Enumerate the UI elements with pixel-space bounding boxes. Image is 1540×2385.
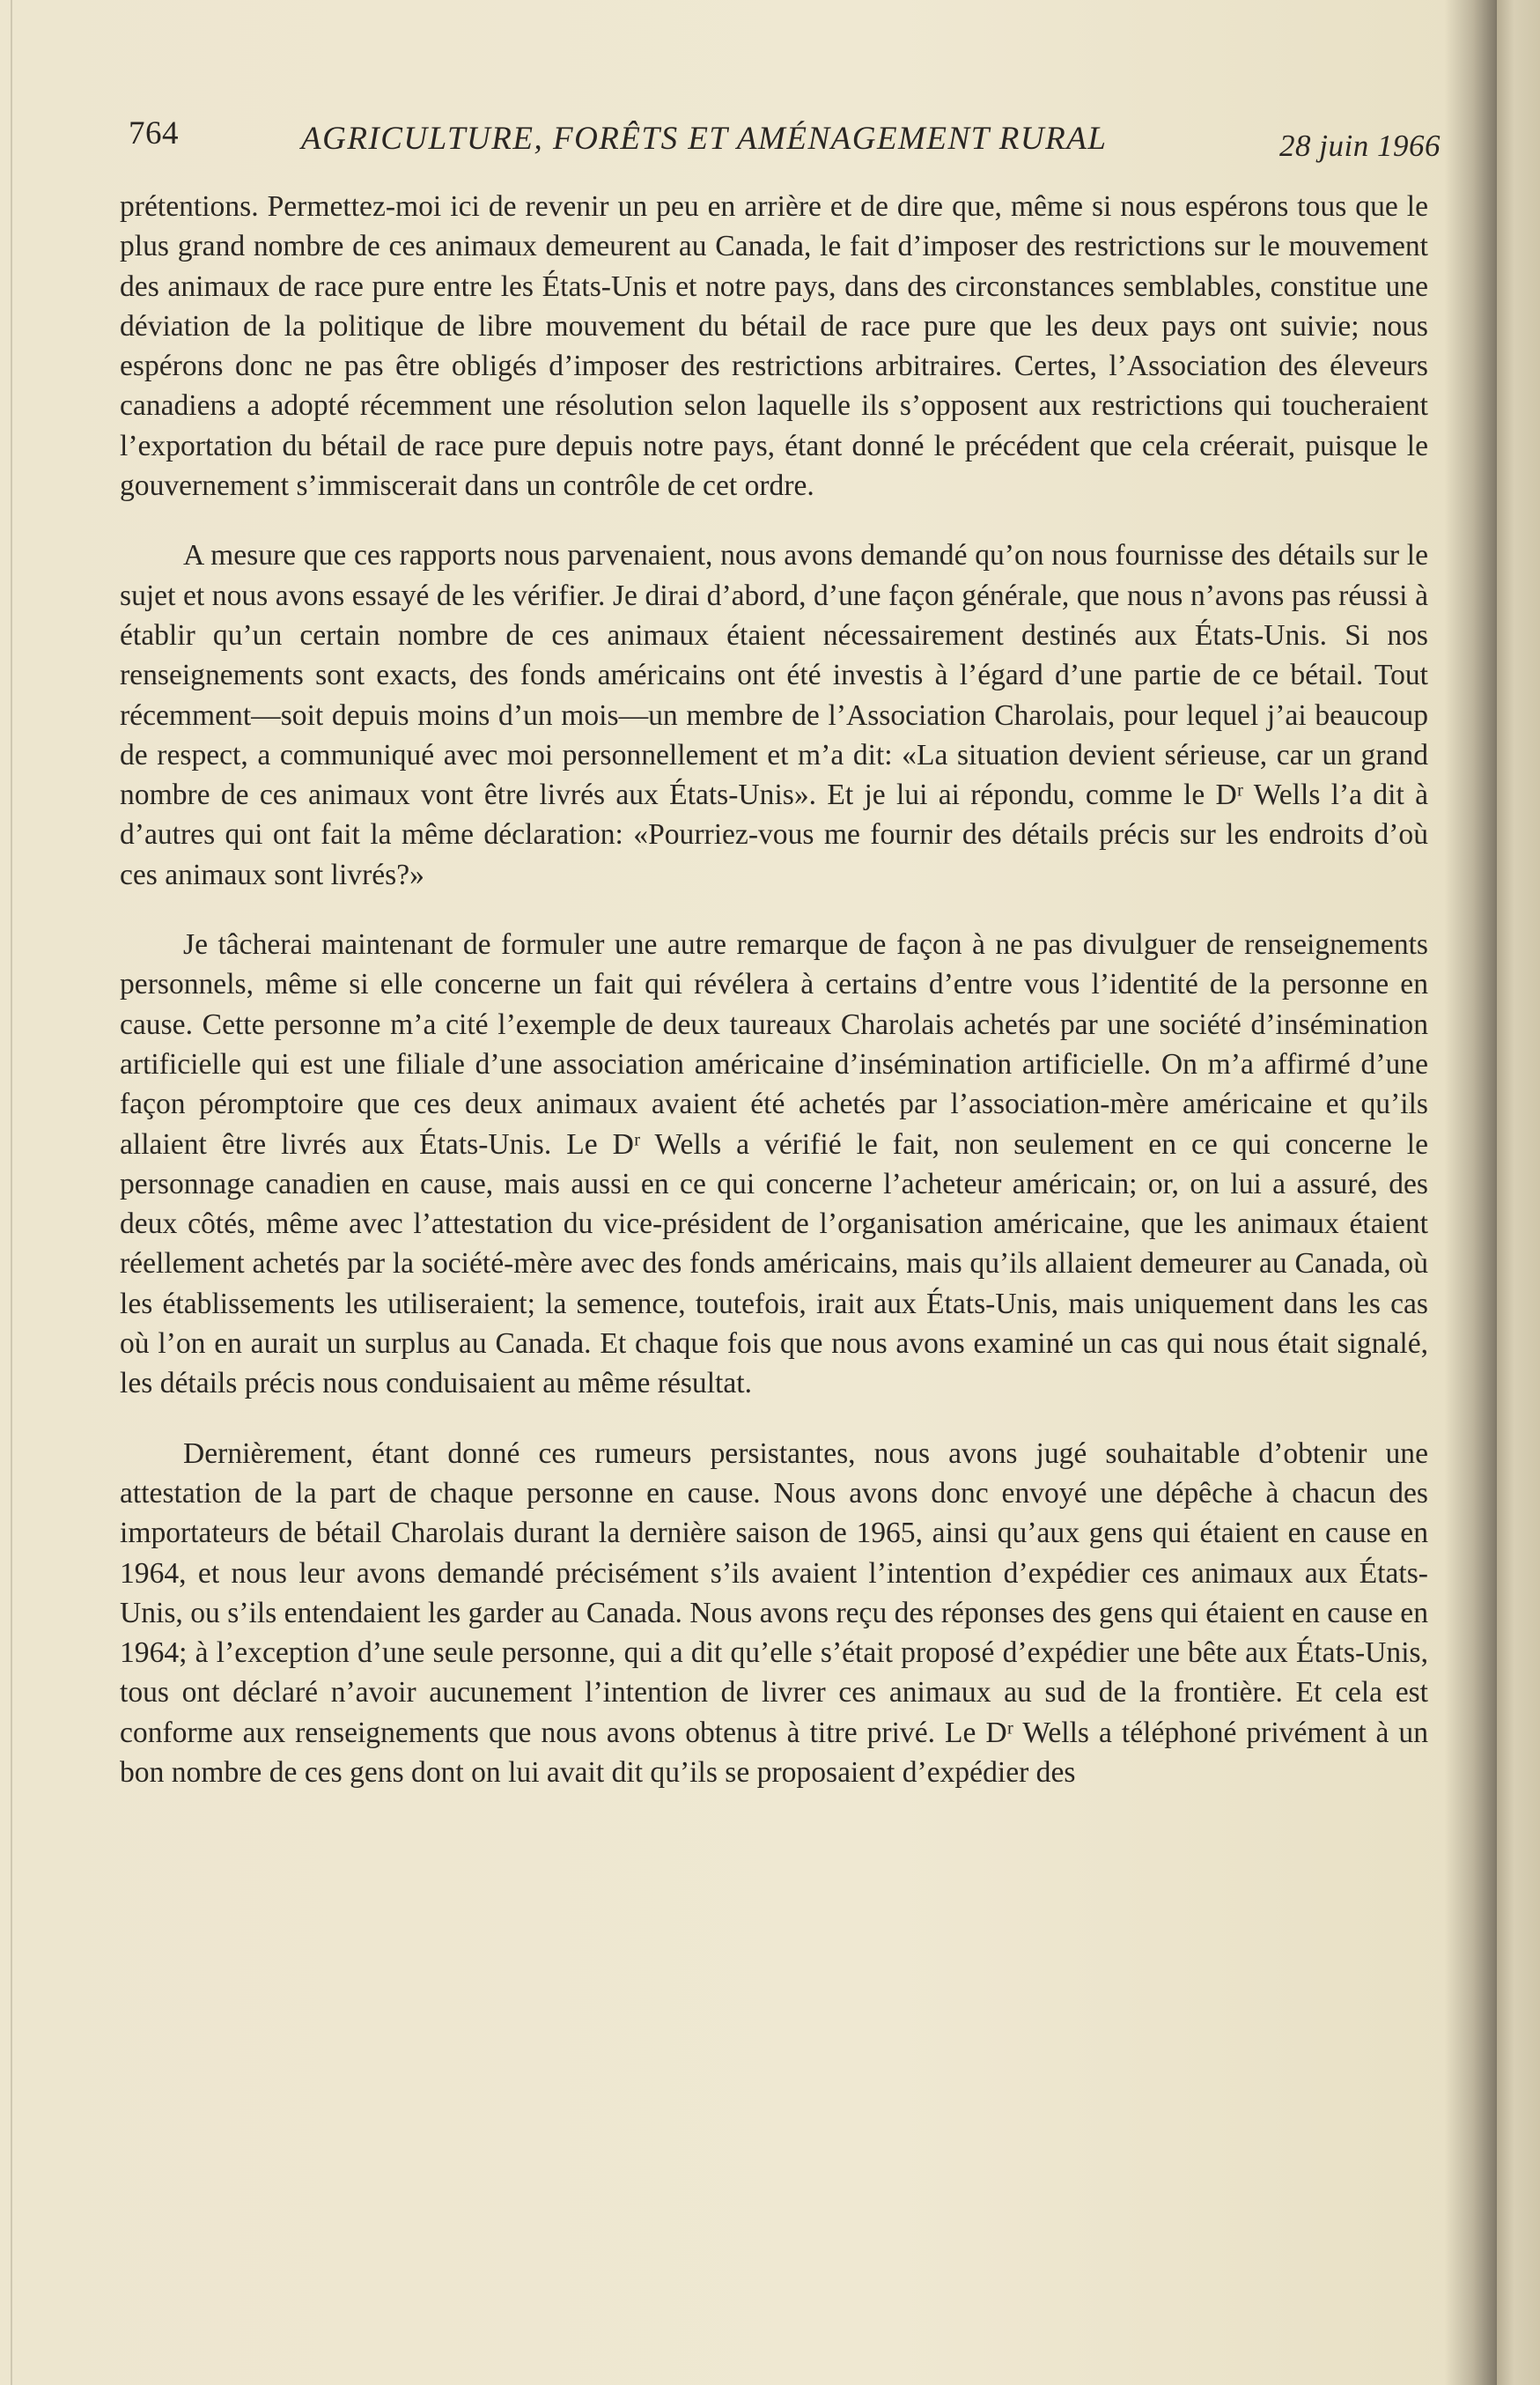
running-date: 28 juin 1966 [1279,129,1441,163]
paragraph-4: Dernièrement, étant donné ces rumeurs persistantes, nous avons jugé souhaitable d’obtenir une attestation de la part de chaque personne en cause. Nous avons donc envoyé une dépêche à chacun des importateurs de bétail Charolais durant la dernière saison de 1965, ainsi qu’aux gens qui étaient en cause en 1964, et nous leur avons demandé précisément s’ils avaient l’intention d’expédier ces animaux aux États-Unis, ou s’ils entendaient les garder au Canada. Nous avons reçu des réponses des gens qui étaient en cause en 1964; à l’exception d’une seule personne, qui a dit qu’elle s’était proposé d’expédier une bête aux États-Unis, tous ont déclaré n’avoir aucunement l’intention de livrer ces animaux au sud de la frontière. Et cela est conforme aux renseignements que nous avons obtenus à titre privé. Le Dʳ Wells a téléphoné privément à un bon nombre de ces gens dont on lui avait dit qu’ils se proposaient d’expédier des [120,1436,1428,1789]
paragraph-1: prétentions. Permettez-moi ici de revenir un peu en arrière et de dire que, même si nous espérons tous que le plus grand nombre de ces animaux demeurent au Canada, le fait d’imposer des restrictions sur le mouvement des animaux de race pure entre les États-Unis et notre pays, dans des circonstances semblables, constitue une déviation de la politique de libre mouvement du bétail de race pure que les deux pays ont suivie; nous espérons donc ne pas être obligés d’imposer des restrictions arbitraires. Certes, l’Association des éleveurs canadiens a adopté récemment une résolution selon laquelle ils s’opposent aux restrictions qui toucheraient l’exportation du bétail de race pure depuis notre pays, étant donné le précédent que cela créerait, puisque le gouvernement s’immiscerait dans un contrôle de cet ordre. [120,190,1428,503]
running-title: AGRICULTURE, FORÊTS ET AMÉNAGEMENT RURAL [301,121,1108,157]
paragraph-3: Je tâcherai maintenant de formuler une autre remarque de façon à ne pas divulguer de renseignements personnels, même si elle concerne un fait qui révélera à certains d’entre vous l’identité de la personne en cause. Cette personne m’a cité l’exemple de deux taureaux Charolais achetés par une société d’insémination artificielle qui est une filiale d’une association américaine d’insémination artificielle. On m’a affirmé d’une façon péromptoire que ces deux animaux avaient été achetés par l’association-mère américaine et qu’ils allaient être livrés aux États-Unis. Le Dʳ Wells a vérifié le fait, non seulement en ce qui concerne le personnage canadien en cause, mais aussi en ce qui concerne l’acheteur américain; or, on lui a assuré, des deux côtés, même avec l’attestation du vice-président de l’organisation américaine, que les animaux étaient réellement achetés par la société-mère avec des fonds américains, mais qu’ils allaient demeurer au Canada, où les établissements les utiliseraient; la semence, toutefois, irait aux États-Unis, mais uniquement dans les cas où l’on en aurait un surplus au Canada. Et chaque fois que nous avons examiné un cas qui nous était signalé, les détails précis nous conduisaient au même résultat. [120,928,1428,1400]
paragraph-2: A mesure que ces rapports nous parvenaient, nous avons demandé qu’on nous fournisse des détails sur le sujet et nous avons essayé de les vérifier. Je dirai d’abord, d’une façon générale, que nous n’avons pas réussi à établir qu’un certain nombre de ces animaux étaient nécessairement destinés aux États-Unis. Si nos renseignements sont exacts, des fonds américains ont été investis à l’égard d’une partie de ce bétail. Tout récemment—soit depuis moins d’un mois—un membre de l’Association Charolais, pour lequel j’ai beaucoup de respect, a communiqué avec moi personnellement et m’a dit: «La situation devient sérieuse, car un grand nombre de ces animaux vont être livrés aux États-Unis». Et je lui ai répondu, comme le Dʳ Wells l’a dit à d’autres qui ont fait la même déclaration: «Pourriez-vous me fournir des détails précis sur les endroits d’où ces animaux sont livrés?» [120,539,1428,891]
running-header [129,111,1441,164]
page-number: 764 [129,115,179,151]
binding-gutter-shadow [1444,0,1497,2385]
page-edge-line [11,0,12,2385]
body-text [120,187,1428,1792]
adjacent-page-edge [1497,0,1540,2385]
